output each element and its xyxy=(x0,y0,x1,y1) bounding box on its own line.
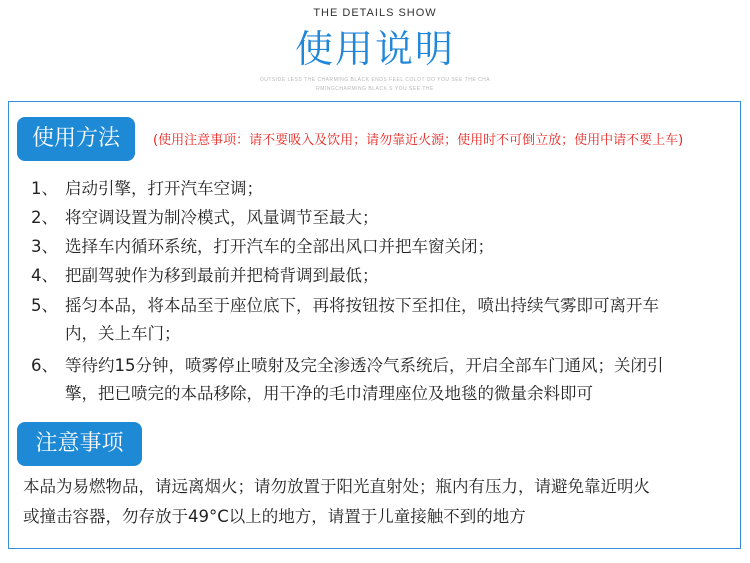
header-caption: THE DETAILS SHOW xyxy=(313,7,437,19)
step-number: 4、 xyxy=(31,266,58,285)
header-subtitle-line-2: RMINGCHARMING BLACK S YOU SEE THE xyxy=(316,86,434,92)
step-text-continued: 擎，把已喷完的本品移除，用干净的毛巾清理座位及地毯的微量余料即可 xyxy=(65,384,593,403)
step-number: 2、 xyxy=(31,208,58,227)
usage-step-2 xyxy=(31,204,721,232)
step-number: 1、 xyxy=(31,179,58,198)
content-frame xyxy=(8,101,741,549)
notice-text xyxy=(23,472,727,532)
usage-warning-note: (使用注意事项：请不要吸入及饮用；请勿靠近火源；使用时不可倒立放；使用中请不要上车) xyxy=(153,133,684,148)
step-number: 6、 xyxy=(31,356,58,375)
usage-step-6 xyxy=(31,352,721,408)
usage-step-4 xyxy=(31,262,721,290)
page-title: 使用说明 xyxy=(294,27,455,71)
step-number: 3、 xyxy=(31,237,58,256)
step-text: 把副驾驶作为移到最前并把椅背调到最低； xyxy=(65,266,379,285)
notice-section-label: 注意事项 xyxy=(17,422,142,466)
usage-step-3 xyxy=(31,233,721,261)
step-text: 选择车内循环系统，打开汽车的全部出风口并把车窗关闭； xyxy=(65,237,494,256)
header-subtitle-line-1: OUTSIDE LESS THE CHARMING BLACK ENDS FEEL COLOT DO YOU SEE THE CHA xyxy=(259,77,491,83)
usage-section-label: 使用方法 xyxy=(17,117,135,161)
step-text: 等待约15分钟，喷雾停止喷射及完全渗透冷气系统后，开启全部车门通风；关闭引 xyxy=(65,356,664,375)
header-subtitle xyxy=(0,76,750,94)
notice-line-1: 本品为易燃物品，请远离烟火；请勿放置于阳光直射处；瓶内有压力，请避免靠近明火 xyxy=(23,477,650,496)
notice-line-2: 或撞击容器，勿存放于49°C以上的地方，请置于儿童接触不到的地方 xyxy=(23,507,526,526)
step-text: 摇匀本品，将本品至于座位底下，再将按钮按下至扣住，喷出持续气雾即可离开车 xyxy=(65,296,659,315)
usage-step-1 xyxy=(31,175,721,203)
step-text-continued: 内，关上车门； xyxy=(65,324,181,343)
usage-step-5 xyxy=(31,292,721,348)
step-text: 将空调设置为制冷模式，风量调节至最大； xyxy=(65,208,379,227)
step-text: 启动引擎，打开汽车空调； xyxy=(65,179,263,198)
step-number: 5、 xyxy=(31,296,58,315)
